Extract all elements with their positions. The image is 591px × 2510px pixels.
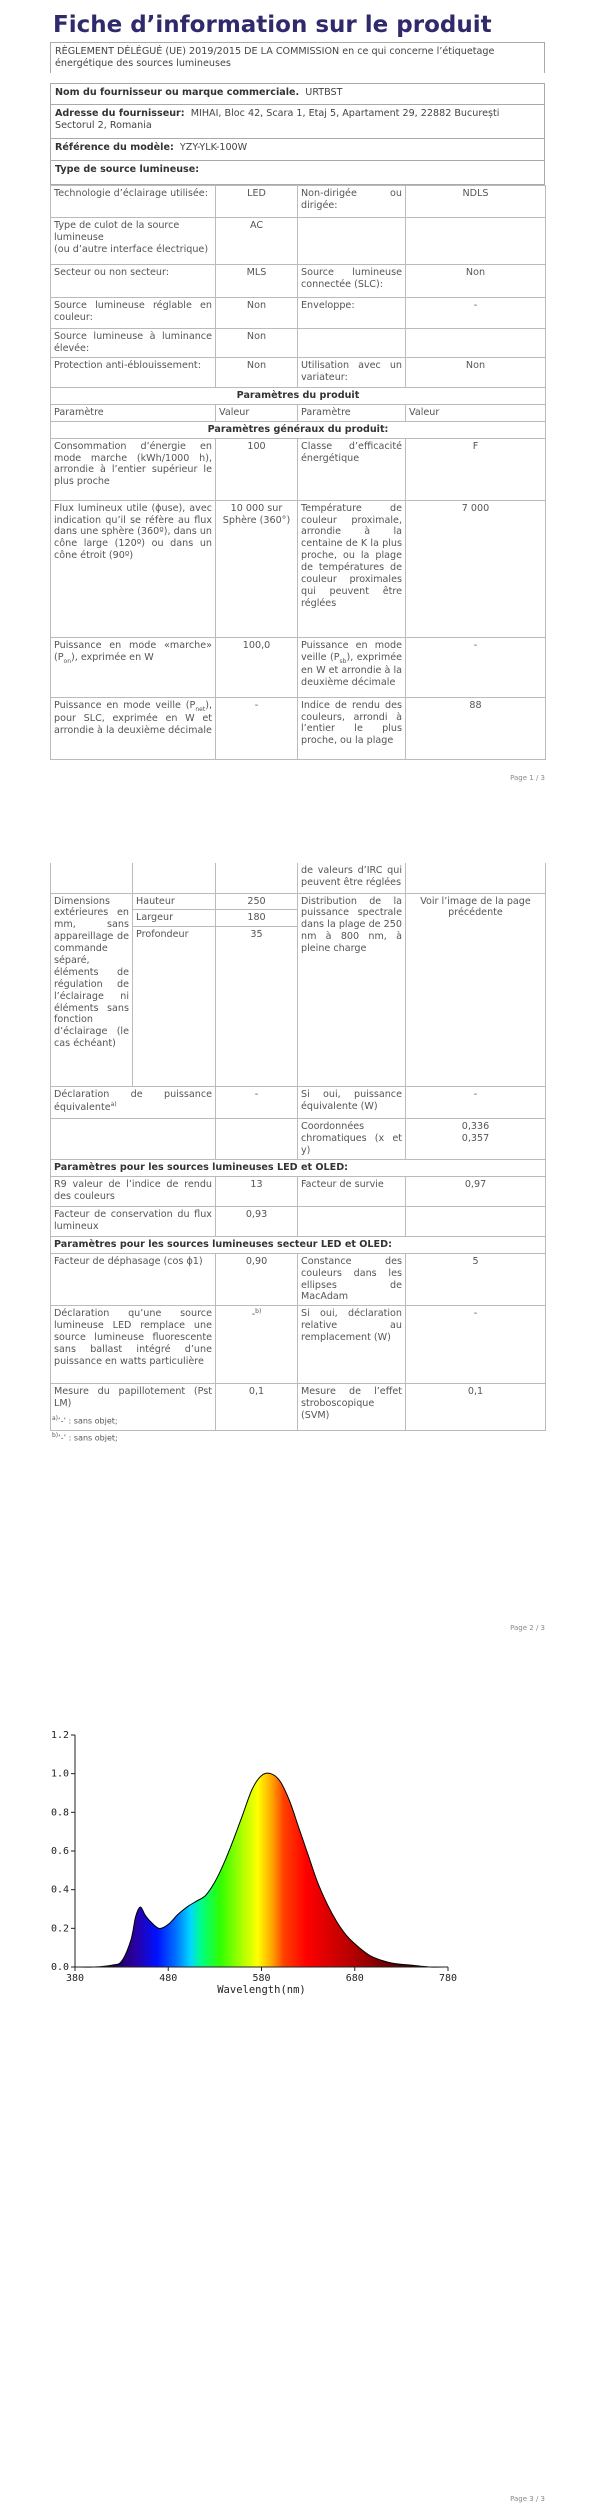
flux-label: Flux lumineux utile (ϕuse), avec indication qu’il se réfère au flux dans une sphère (360º), dans un cône large (120º) ou dans un cône étroit (90º)	[51, 500, 216, 637]
dimmer-label: Utilisation avec un variateur:	[298, 358, 406, 388]
high-luminance-label: Source lumineuse à luminance élevée:	[51, 329, 216, 358]
page-3	[0, 1700, 591, 2510]
x-tick-label: 680	[345, 1973, 364, 1984]
cri-value: 88	[406, 697, 546, 759]
product-params-title: Paramètres du produit	[51, 388, 546, 405]
sector-label: Secteur ou non secteur:	[51, 265, 216, 298]
height-label: Hauteur	[133, 893, 216, 910]
cap-label-line2: (ou d’autre interface électrique)	[54, 243, 209, 255]
macadam-value: 5	[406, 1253, 546, 1306]
anti-glare-value: Non	[216, 358, 298, 388]
net-standby-label-a: Puissance en mode veille (P	[54, 699, 196, 711]
col-value-header: Valeur	[406, 404, 546, 421]
standby-power-label-b: ), exprimée en W et arrondie à la deuxième décimale	[301, 651, 403, 688]
envelope-value: -	[406, 298, 546, 329]
flux-value: 10 000 sur Sphère (360°)	[216, 500, 298, 637]
on-power-value: 100,0	[216, 637, 298, 697]
replacement-watt-value: -	[406, 1306, 546, 1384]
col-param-header: Paramètre	[51, 404, 216, 421]
nondir-label: Non-dirigée ou dirigée:	[298, 186, 406, 218]
equivalent-watt-label: Si oui, puissance équivalente (W)	[298, 1087, 406, 1119]
replacement-value	[216, 1306, 298, 1384]
replacement-watt-label: Si oui, déclaration relative au remplacement (W)	[298, 1306, 406, 1384]
replacement-label: Déclaration qu’une source lumineuse LED remplace une source lumineuse fluorescente sans ballast intégré d’une puissance en watts particulière	[51, 1306, 216, 1384]
standby-power-label-a: Puissance en mode veille (P	[301, 639, 402, 663]
y-tick-label: 0.6	[50, 1846, 69, 1857]
led-params-title: Paramètres pour les sources lumineuses LED et OLED:	[51, 1159, 546, 1176]
y-tick-label: 0.4	[50, 1884, 69, 1896]
page-1	[0, 0, 591, 790]
document-title: Fiche d’information sur le produit	[53, 12, 492, 38]
equivalent-power-sup: a)	[110, 1101, 117, 1109]
equivalent-power-text: Déclaration de puissance équivalente	[54, 1089, 212, 1114]
address-row	[50, 105, 545, 139]
nondir-value: NDLS	[406, 186, 546, 218]
macadam-label: Constance des couleurs dans les ellipses de MacAdam	[298, 1253, 406, 1306]
footnote-b-text: ‘-’ : sans objet;	[58, 1433, 118, 1443]
y-tick-label: 0.2	[50, 1923, 69, 1935]
footnote-a	[52, 1415, 118, 1427]
survival-factor-label: Facteur de survie	[298, 1176, 406, 1206]
lumen-maintenance-value: 0,93	[216, 1206, 298, 1236]
y-tick-label: 0.0	[50, 1962, 69, 1973]
source-type-label: Type de source lumineuse:	[55, 164, 200, 175]
mains-params-title: Paramètres pour les sources lumineuses secteur LED et OLED:	[51, 1236, 546, 1253]
chromaticity-y: 0,357	[461, 1133, 490, 1145]
page-number: Page 2 / 3	[510, 1624, 545, 1632]
cap-label	[51, 218, 216, 265]
address-label: Adresse du fournisseur:	[55, 108, 185, 119]
y-tick-label: 1.2	[50, 1730, 69, 1741]
spectrum-area	[75, 1773, 448, 1967]
x-tick-label: 580	[252, 1973, 271, 1984]
footnote-a-text: ‘-’ : sans objet;	[58, 1416, 118, 1426]
equivalent-power-label	[51, 1087, 216, 1119]
footnote-b-mark: b)	[52, 1432, 59, 1439]
spectral-distribution-chart	[40, 1725, 470, 1995]
footnote-b	[52, 1432, 118, 1444]
r9-label: R9 valeur de l’indice de rendu des couleurs	[51, 1176, 216, 1206]
power-factor-label: Facteur de déphasage (cos ϕ1)	[51, 1253, 216, 1306]
energy-label: Consommation d’énergie en mode marche (kWh/1000 h), arrondie à l’entier supérieur le plus proche	[51, 438, 216, 500]
standby-power-value: -	[406, 637, 546, 697]
color-tunable-value: Non	[216, 298, 298, 329]
spectrum-svg	[40, 1725, 470, 1995]
chromaticity-value	[406, 1119, 546, 1160]
replacement-sup: b)	[255, 1308, 262, 1316]
standby-power-sub: sb	[339, 657, 347, 665]
net-standby-value: -	[216, 697, 298, 759]
general-params-title: Paramètres généraux du produit:	[51, 421, 546, 438]
product-params-table-continued	[50, 863, 546, 1431]
cri-label-continued: de valeurs d’IRC qui peuvent être réglées	[298, 863, 406, 893]
cap-value: AC	[216, 218, 298, 265]
equivalent-power-value: -	[216, 1087, 298, 1119]
chromaticity-label: Coordonnées chromatiques (x et y)	[298, 1119, 406, 1160]
depth-label: Profondeur	[133, 927, 216, 1087]
equivalent-watt-value: -	[406, 1087, 546, 1119]
x-tick-label: 480	[159, 1973, 178, 1984]
replacement-dash: -	[251, 1309, 256, 1321]
energy-value: 100	[216, 438, 298, 500]
width-value: 180	[216, 910, 298, 927]
empty-cell	[298, 329, 406, 358]
width-label: Largeur	[133, 910, 216, 927]
empty-cell	[406, 218, 546, 265]
flicker-value: 0,1	[216, 1384, 298, 1431]
anti-glare-label: Protection anti-éblouissement:	[51, 358, 216, 388]
energy-class-label: Classe d’efficacité énergétique	[298, 438, 406, 500]
r9-value: 13	[216, 1176, 298, 1206]
footnote-a-mark: a)	[52, 1415, 59, 1422]
empty-cell	[406, 329, 546, 358]
supplier-label: Nom du fournisseur ou marque commerciale.	[55, 87, 300, 98]
x-tick-label: 780	[438, 1973, 458, 1984]
source-type-row	[50, 161, 545, 185]
x-axis-label: Wavelength(nm)	[217, 1984, 306, 1995]
model-row	[50, 139, 545, 161]
col-value-header: Valeur	[216, 404, 298, 421]
y-tick-label: 0.8	[50, 1807, 69, 1819]
sector-value: MLS	[216, 265, 298, 298]
slc-label: Source lumineuse connectée (SLC):	[298, 265, 406, 298]
chromaticity-x: 0,336	[461, 1121, 490, 1133]
on-power-label-b: ), exprimée en W	[71, 651, 154, 663]
page-number: Page 3 / 3	[510, 2495, 545, 2503]
net-standby-sub: net	[195, 705, 206, 713]
y-tick-label: 1.0	[50, 1768, 69, 1780]
on-power-label-a: Puissance en mode «marche» (P	[54, 639, 212, 663]
tech-value: LED	[216, 186, 298, 218]
col-param-header: Paramètre	[298, 404, 406, 421]
depth-value: 35	[216, 927, 298, 1087]
cct-value: 7 000	[406, 500, 546, 637]
lumen-maintenance-label: Facteur de conservation du flux lumineux	[51, 1206, 216, 1236]
on-power-sub: on	[63, 657, 72, 665]
spd-value: Voir l’image de la page précédente	[406, 893, 546, 1087]
on-power-label	[51, 637, 216, 697]
tech-label: Technologie d’éclairage utilisée:	[51, 186, 216, 218]
spd-label: Distribution de la puissance spectrale dans la plage de 250 nm à 800 nm, à pleine charge	[298, 893, 406, 1087]
dimensions-label: Dimensions extérieures en mm, sans appareillage de commande séparé, éléments de régulation de l’éclairage ni éléments sans fonction d’éclairage (le cas échéant)	[51, 893, 133, 1087]
color-tunable-label: Source lumineuse réglable en couleur:	[51, 298, 216, 329]
supplier-value: URTBST	[305, 87, 343, 98]
regulation-text: RÈGLEMENT DÉLÉGUÉ (UE) 2019/2015 DE LA COMMISSION en ce qui concerne l’étiquetage énergétique des sources lumineuses	[50, 43, 545, 73]
stroboscopic-label: Mesure de l’effet stroboscopique (SVM)	[298, 1384, 406, 1431]
height-value: 250	[216, 893, 298, 910]
x-tick-label: 380	[65, 1973, 85, 1984]
page-number: Page 1 / 3	[510, 774, 545, 782]
cct-label: Température de couleur proximale, arrondie à la centaine de K la plus proche, ou la plage de températures de couleur proximales qui peuvent être réglées	[298, 500, 406, 637]
net-standby-label	[51, 697, 216, 759]
model-value: YZY-YLK-100W	[179, 142, 248, 153]
power-factor-value: 0,90	[216, 1253, 298, 1306]
envelope-label: Enveloppe:	[298, 298, 406, 329]
flicker-label: Mesure du papillotement (Pst LM)	[51, 1384, 216, 1431]
light-source-table	[50, 185, 546, 760]
high-luminance-value: Non	[216, 329, 298, 358]
cap-label-line1: Type de culot de la source lumineuse	[54, 220, 180, 243]
survival-factor-value: 0,97	[406, 1176, 546, 1206]
stroboscopic-value: 0,1	[406, 1384, 546, 1431]
standby-power-label	[298, 637, 406, 697]
slc-value: Non	[406, 265, 546, 298]
empty-cell	[298, 218, 406, 265]
supplier-row	[50, 83, 545, 105]
cri-label: Indice de rendu des couleurs, arrondi à l’entier le plus proche, ou la plage	[298, 697, 406, 759]
page-2	[0, 860, 591, 1650]
energy-class-value: F	[406, 438, 546, 500]
model-label: Référence du modèle:	[55, 142, 174, 153]
dimmer-value: Non	[406, 358, 546, 388]
net-standby-label-b: ), pour SLC, exprimée en W et arrondie à la deuxième décimale	[54, 699, 212, 736]
address-value: MIHAI, Bloc 42, Scara 1, Etaj 5, Apartament 29, 22882 București Sectorul 2, Romania	[55, 108, 500, 131]
